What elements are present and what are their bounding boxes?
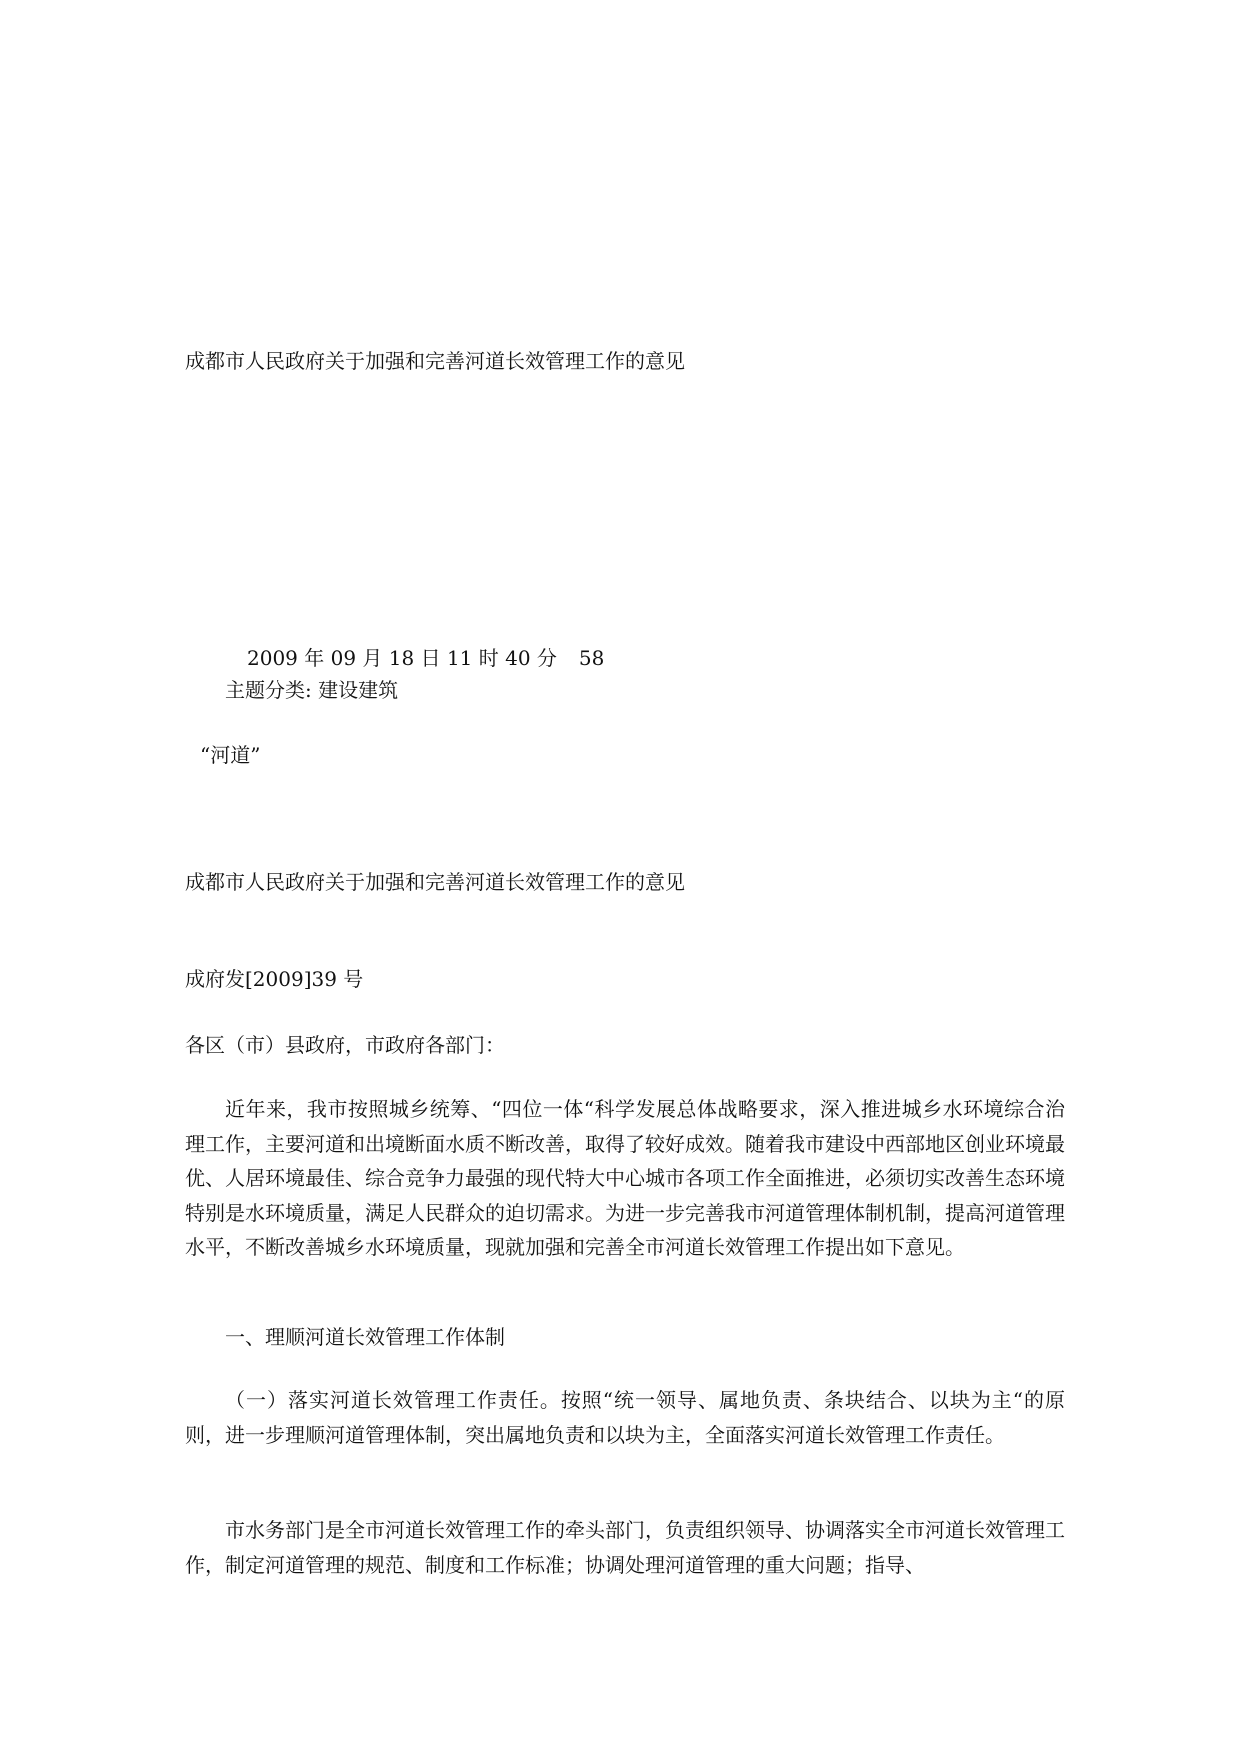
category-value: 建设建筑	[318, 678, 399, 702]
document-title: 成都市人民政府关于加强和完善河道长效管理工作的意见	[185, 870, 685, 894]
meta-count: 58	[578, 646, 605, 670]
document-number: 成府发[2009]39 号	[185, 967, 364, 991]
keyword: “河道”	[200, 743, 261, 767]
meta-datetime-text: 2009 年 09 月 18 日 11 时 40 分	[247, 646, 557, 670]
paragraph-1-1: （一）落实河道长效管理工作责任。按照“统一领导、属地负责、条块结合、以块为主“的原则，进一步理顺河道管理体制，突出属地负责和以块为主，全面落实河道长效管理工作责任。	[185, 1388, 1065, 1447]
category-label: 主题分类:	[225, 678, 312, 702]
paragraph-1-2: 市水务部门是全市河道长效管理工作的牵头部门，负责组织领导、协调落实全市河道长效管理工作，制定河道管理的规范、制度和工作标准；协调处理河道管理的重大问题；指导、	[185, 1518, 1065, 1577]
category	[225, 677, 398, 703]
salutation: 各区（市）县政府，市政府各部门：	[185, 1033, 505, 1057]
header-title: 成都市人民政府关于加强和完善河道长效管理工作的意见	[185, 349, 685, 373]
section-heading-1: 一、理顺河道长效管理工作体制	[225, 1325, 505, 1349]
paragraph-intro: 近年来，我市按照城乡统筹、“四位一体“科学发展总体战略要求，深入推进城乡水环境综合治理工作，主要河道和出境断面水质不断改善，取得了较好成效。随着我市建设中西部地区创业环境最优、人居环境最佳、综合竞争力最强的现代特大中心城市各项工作全面推进，必须切实改善生态环境特别是水环境质量，满足人民群众的迫切需求。为进一步完善我市河道管理体制机制，提高河道管理水平，不断改善城乡水环境质量，现就加强和完善全市河道长效管理工作提出如下意见。	[185, 1097, 1065, 1259]
meta-datetime	[247, 645, 604, 671]
